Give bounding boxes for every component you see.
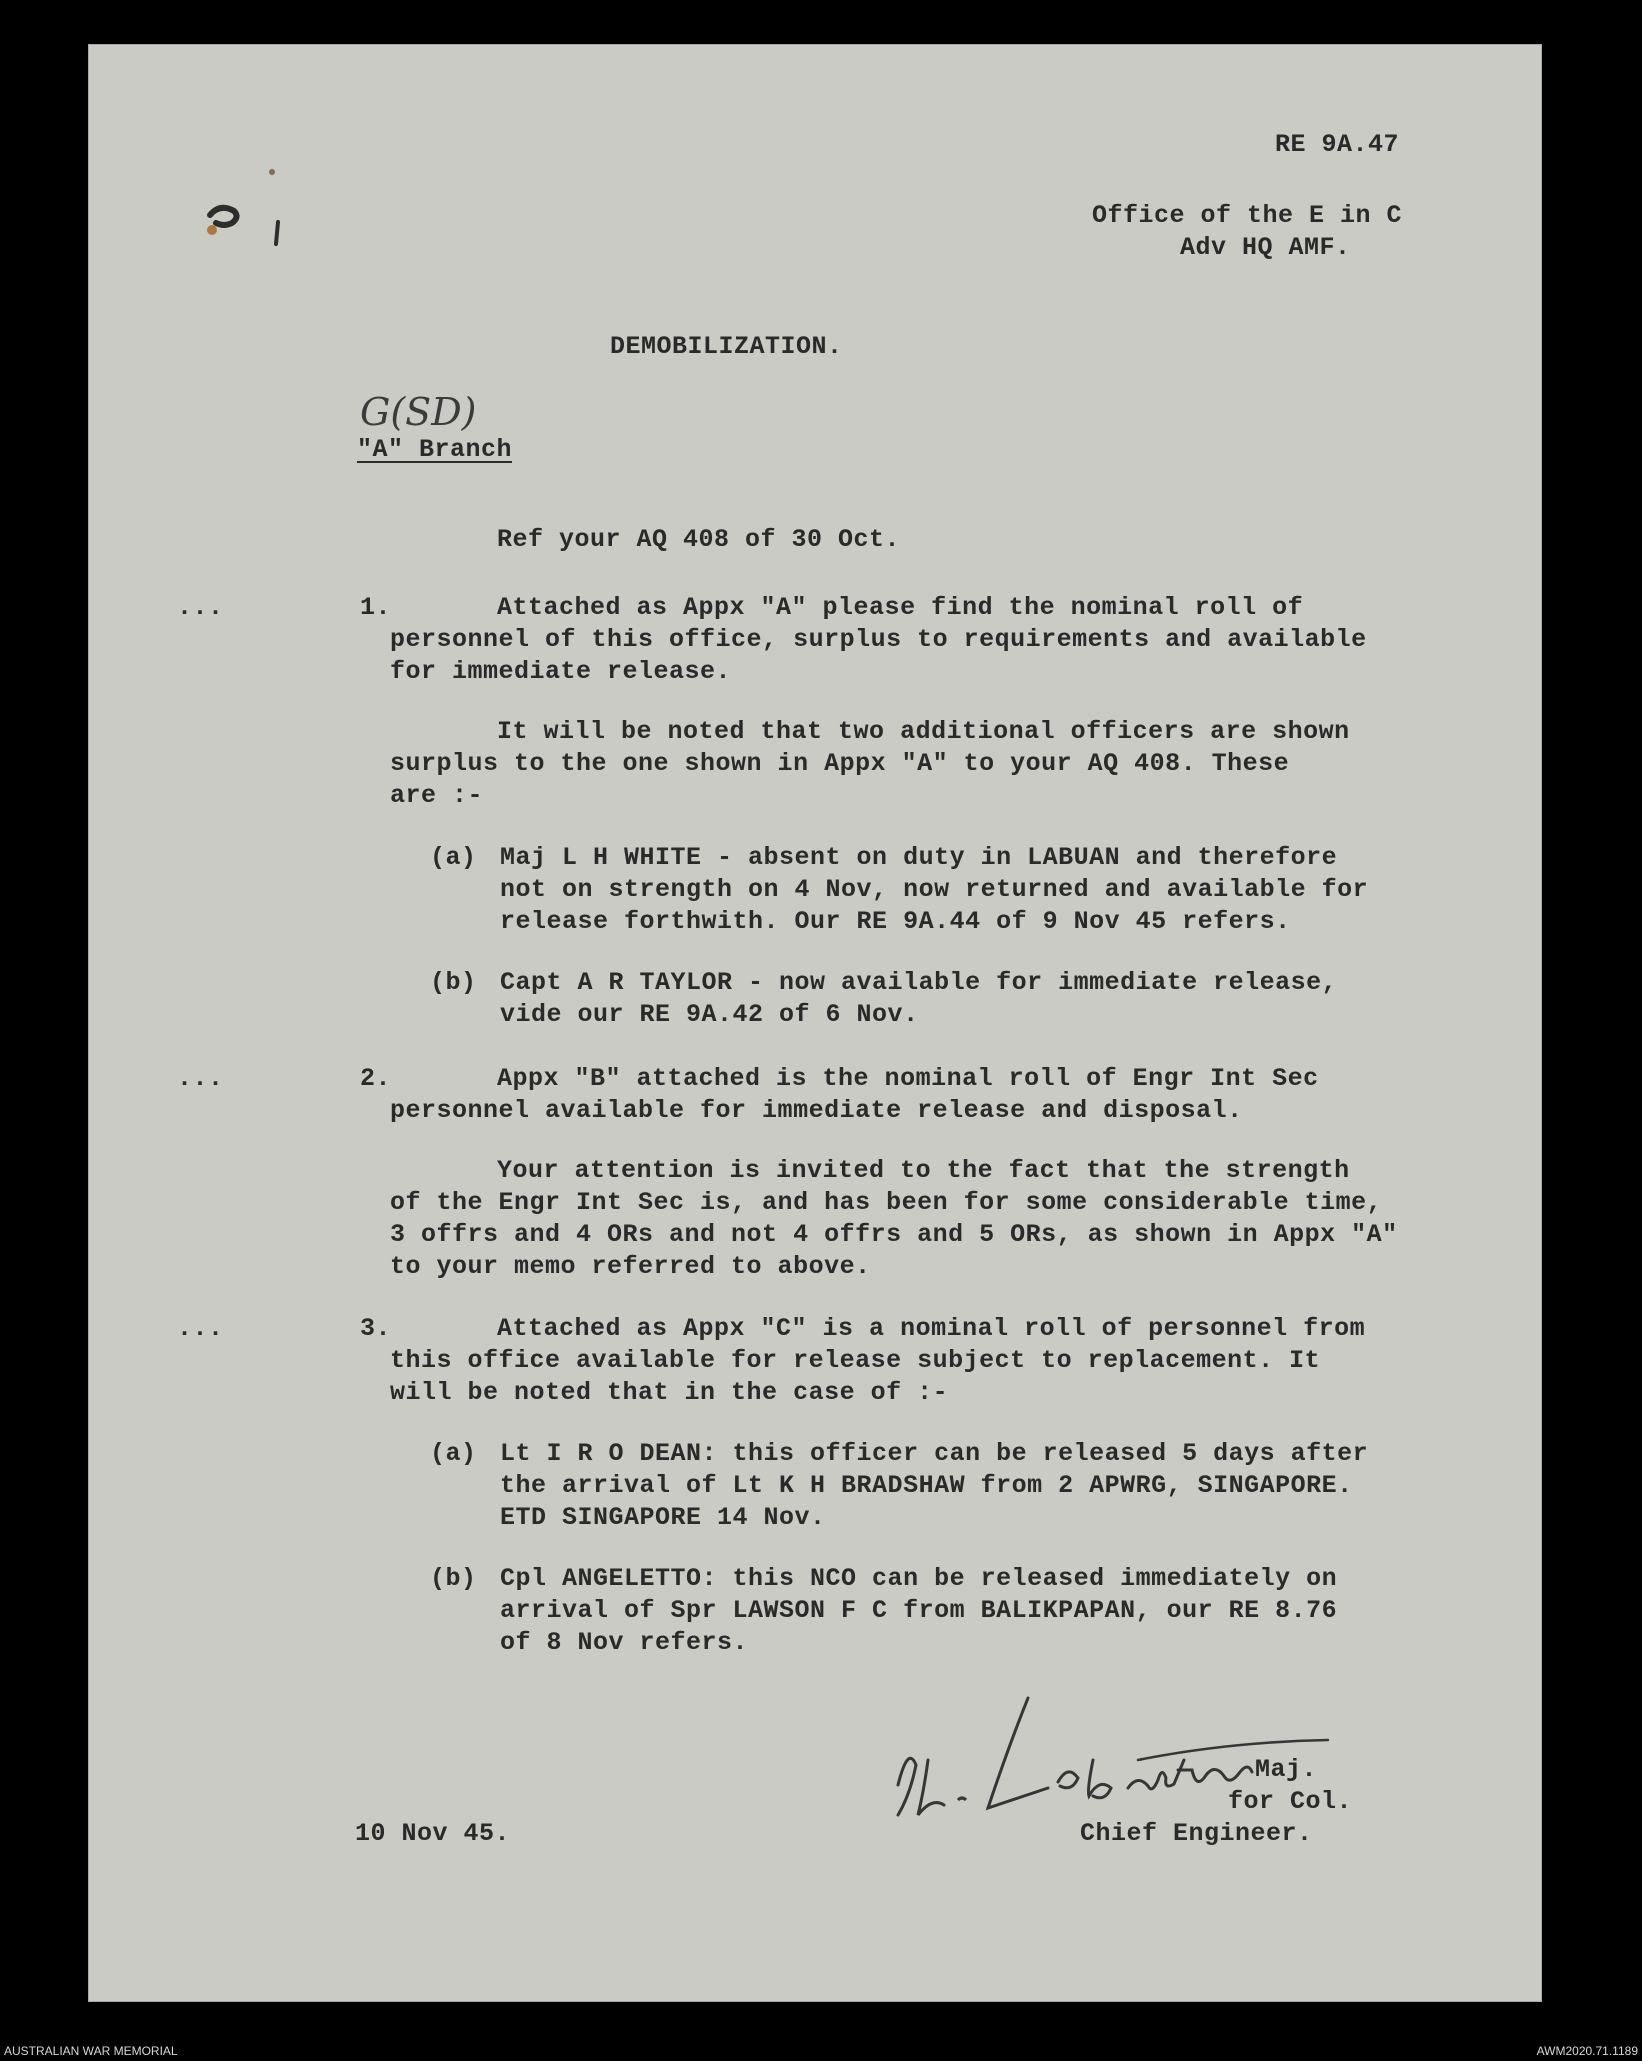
margin-mark-2: ... xyxy=(177,1064,224,1093)
document-date: 10 Nov 45. xyxy=(355,1819,511,1848)
para-1-line: personnel of this office, surplus to requirements and available xyxy=(390,625,1367,654)
para-1-cont-line: surplus to the one shown in Appx "A" to your AQ 408. These xyxy=(390,749,1290,778)
footer-source: AUSTRALIAN WAR MEMORIAL xyxy=(4,2044,178,2058)
margin-mark-1: ... xyxy=(177,593,224,622)
para-3-line: Attached as Appx "C" is a nominal roll of personnel from xyxy=(497,1314,1366,1343)
para-2-cont-line: of the Engr Int Sec is, and has been for some considerable time, xyxy=(390,1188,1383,1217)
signatory-rank: Maj. xyxy=(1255,1755,1318,1784)
para-1-line: Attached as Appx "A" please find the nominal roll of xyxy=(497,593,1304,622)
para-2-cont-line: Your attention is invited to the fact that the strength xyxy=(497,1156,1350,1185)
para-1-cont-line: are :- xyxy=(390,781,484,810)
item-3b-line: of 8 Nov refers. xyxy=(500,1628,749,1657)
item-1a-line: release forthwith. Our RE 9A.44 of 9 Nov 45 refers. xyxy=(500,907,1291,936)
file-reference: RE 9A.47 xyxy=(1275,130,1400,159)
item-label: (b) xyxy=(430,1564,477,1593)
para-2-line: personnel available for immediate release and disposal. xyxy=(390,1096,1243,1125)
footer-catalogue-id: AWM2020.71.1189 xyxy=(1536,2044,1638,2058)
item-3a-line: ETD SINGAPORE 14 Nov. xyxy=(500,1503,826,1532)
subject-heading: DEMOBILIZATION. xyxy=(610,332,843,361)
handwritten-annotation: G(SD) xyxy=(360,390,477,434)
para-3-line: will be noted that in the case of :- xyxy=(390,1378,949,1407)
item-label: (a) xyxy=(430,1439,477,1468)
para-2-cont-line: 3 offrs and 4 ORs and not 4 offrs and 5 ORs, as shown in Appx "A" xyxy=(390,1220,1398,1249)
para-2-line: Appx "B" attached is the nominal roll of Engr Int Sec xyxy=(497,1064,1319,1093)
para-1-number: 1. xyxy=(360,593,392,622)
addressee: "A" Branch xyxy=(357,435,513,464)
reference-line: Ref your AQ 408 of 30 Oct. xyxy=(497,525,901,554)
para-2-cont-line: to your memo referred to above. xyxy=(390,1252,871,1281)
item-1a-line: Maj L H WHITE - absent on duty in LABUAN and therefore xyxy=(500,843,1338,872)
item-1a-line: not on strength on 4 Nov, now returned and available for xyxy=(500,875,1369,904)
item-3b-line: Cpl ANGELETTO: this NCO can be released immediately on xyxy=(500,1564,1338,1593)
paper-stain-mark xyxy=(190,160,300,260)
item-1b-line: vide our RE 9A.42 of 6 Nov. xyxy=(500,1000,919,1029)
item-label: (b) xyxy=(430,968,477,997)
para-1-cont-line: It will be noted that two additional officers are shown xyxy=(497,717,1350,746)
signatory-title: Chief Engineer. xyxy=(1080,1819,1313,1848)
margin-mark-3: ... xyxy=(177,1314,224,1343)
office-line-2: Adv HQ AMF. xyxy=(1180,233,1351,262)
para-2-number: 2. xyxy=(360,1064,392,1093)
item-3a-line: the arrival of Lt K H BRADSHAW from 2 APWRG, SINGAPORE. xyxy=(500,1471,1353,1500)
office-line-1: Office of the E in C xyxy=(1092,201,1403,230)
item-1b-line: Capt A R TAYLOR - now available for immediate release, xyxy=(500,968,1338,997)
para-3-line: this office available for release subject to replacement. It xyxy=(390,1346,1321,1375)
item-label: (a) xyxy=(430,843,477,872)
item-3a-line: Lt I R O DEAN: this officer can be released 5 days after xyxy=(500,1439,1369,1468)
para-3-number: 3. xyxy=(360,1314,392,1343)
item-3b-line: arrival of Spr LAWSON F C from BALIKPAPAN, our RE 8.76 xyxy=(500,1596,1338,1625)
para-1-line: for immediate release. xyxy=(390,657,732,686)
for-line: for Col. xyxy=(1228,1787,1353,1816)
